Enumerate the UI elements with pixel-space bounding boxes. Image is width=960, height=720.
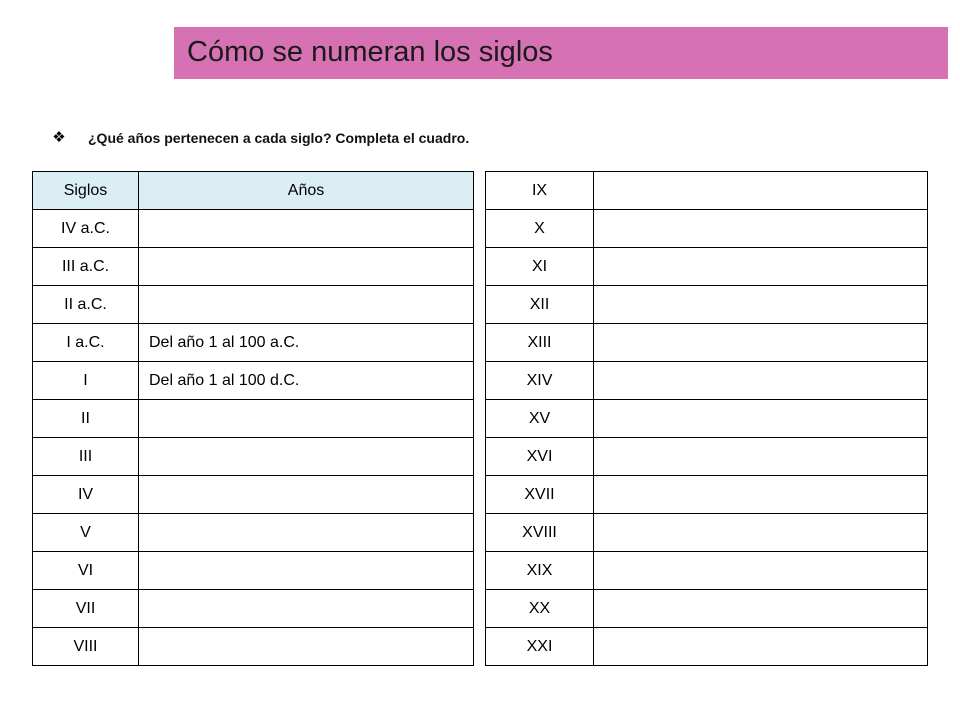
century-cell: VI (33, 552, 139, 590)
table-row (33, 248, 474, 286)
table-row (486, 476, 928, 514)
table-row (486, 438, 928, 476)
century-cell: VIII (33, 628, 139, 666)
century-cell: XVIII (486, 514, 594, 552)
table-row (33, 628, 474, 666)
instruction-line (50, 128, 469, 148)
years-cell[interactable] (594, 628, 928, 666)
years-cell[interactable] (139, 628, 474, 666)
century-cell: XVII (486, 476, 594, 514)
years-cell[interactable] (594, 438, 928, 476)
years-cell[interactable] (594, 552, 928, 590)
century-cell: XVI (486, 438, 594, 476)
century-cell: III (33, 438, 139, 476)
years-cell[interactable] (594, 248, 928, 286)
years-cell[interactable] (594, 362, 928, 400)
header-years: Años (139, 172, 474, 210)
years-cell[interactable] (594, 514, 928, 552)
table-row (486, 628, 928, 666)
table-row (486, 362, 928, 400)
table-row (486, 514, 928, 552)
years-cell[interactable] (139, 210, 474, 248)
century-cell: XIX (486, 552, 594, 590)
table-row (486, 172, 928, 210)
years-cell[interactable] (139, 286, 474, 324)
years-cell[interactable] (139, 590, 474, 628)
century-cell: III a.C. (33, 248, 139, 286)
years-cell[interactable]: Del año 1 al 100 d.C. (139, 362, 474, 400)
table-row (486, 590, 928, 628)
table-row (33, 362, 474, 400)
instruction-text: ¿Qué años pertenecen a cada siglo? Completa el cuadro. (88, 130, 470, 146)
diamond-bullet-icon: ❖ (52, 129, 66, 146)
years-cell[interactable]: Del año 1 al 100 a.C. (139, 324, 474, 362)
years-cell[interactable] (139, 400, 474, 438)
table-row (33, 590, 474, 628)
century-cell: V (33, 514, 139, 552)
table-row (33, 438, 474, 476)
table-row (33, 210, 474, 248)
century-cell: X (486, 210, 594, 248)
years-cell[interactable] (139, 514, 474, 552)
century-cell: II a.C. (33, 286, 139, 324)
table-row (486, 210, 928, 248)
years-cell[interactable] (594, 400, 928, 438)
table-row (33, 514, 474, 552)
century-cell: XII (486, 286, 594, 324)
century-cell: VII (33, 590, 139, 628)
years-cell[interactable] (594, 590, 928, 628)
century-cell: II (33, 400, 139, 438)
table-row (486, 324, 928, 362)
table-row (486, 400, 928, 438)
table-row (33, 324, 474, 362)
table-row (33, 286, 474, 324)
years-cell[interactable] (594, 324, 928, 362)
table-row (486, 248, 928, 286)
century-cell: IV (33, 476, 139, 514)
years-cell[interactable] (594, 210, 928, 248)
century-cell: I a.C. (33, 324, 139, 362)
century-cell: IX (486, 172, 594, 210)
years-cell[interactable] (139, 476, 474, 514)
years-cell[interactable] (139, 248, 474, 286)
table-row (486, 286, 928, 324)
century-cell: I (33, 362, 139, 400)
century-cell: XXI (486, 628, 594, 666)
century-cell: IV a.C. (33, 210, 139, 248)
years-cell[interactable] (594, 286, 928, 324)
century-cell: XX (486, 590, 594, 628)
years-cell[interactable] (139, 438, 474, 476)
table-row (33, 552, 474, 590)
years-cell[interactable] (139, 552, 474, 590)
page-title: Cómo se numeran los siglos (187, 36, 553, 68)
header-centuries: Siglos (33, 172, 139, 210)
title-banner (174, 27, 948, 79)
table-row (486, 552, 928, 590)
century-cell: XIV (486, 362, 594, 400)
century-cell: XI (486, 248, 594, 286)
table-header-row (33, 172, 474, 210)
years-cell[interactable] (594, 476, 928, 514)
centuries-table-left (32, 171, 474, 666)
table-row (33, 400, 474, 438)
centuries-table-right (485, 171, 928, 666)
century-cell: XV (486, 400, 594, 438)
century-cell: XIII (486, 324, 594, 362)
years-cell[interactable] (594, 172, 928, 210)
table-row (33, 476, 474, 514)
